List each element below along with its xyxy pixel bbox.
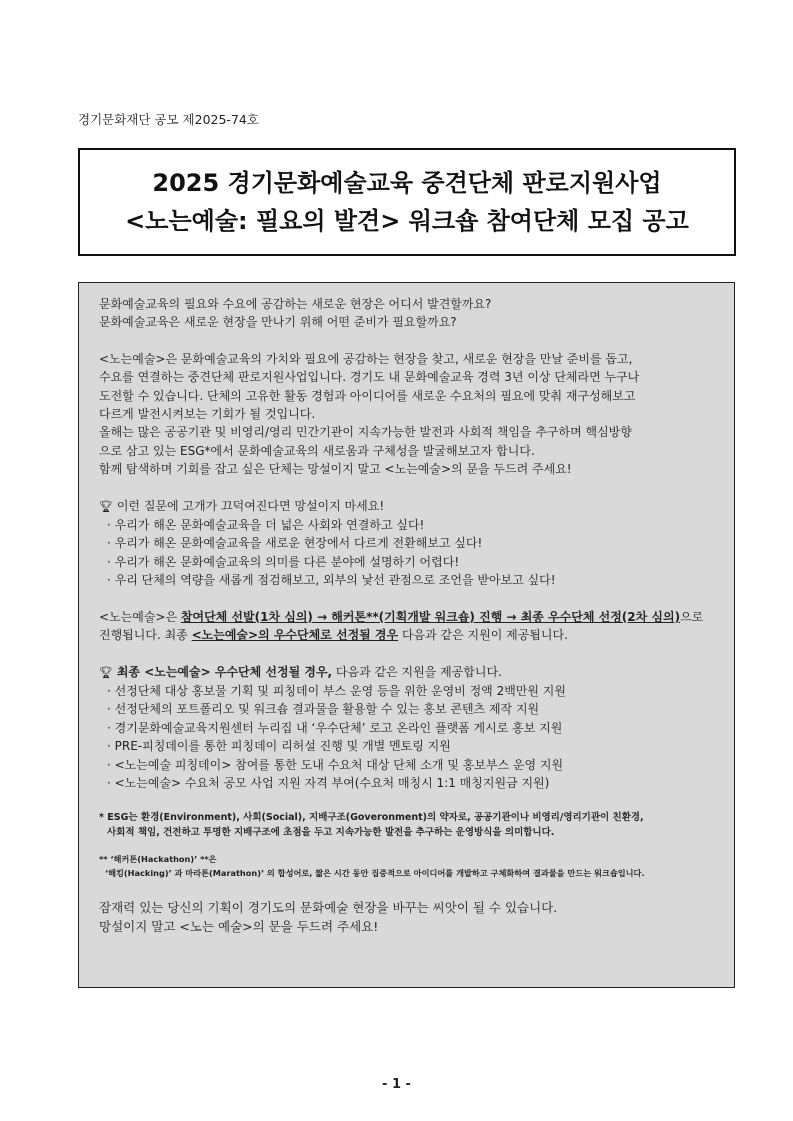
question-item: · 우리가 해온 문화예술교육을 새로운 현장에서 다르게 전환해보고 싶다!	[107, 536, 483, 551]
questions-heading-text: 이런 질문에 고개가 끄덕여진다면 망설이지 마세요!	[116, 498, 385, 513]
process-steps: 참여단체 선발(1차 심의) → 해커톤**(기획개발 워크숍) 진행 → 최종 우수단체 선정(2차 심의)	[180, 609, 681, 624]
hackathon-note-line-1: ** ‘해커톤(Hackathon)’ **은	[99, 854, 217, 865]
support-item: · 선정단체 대상 홍보물 기획 및 피칭데이 부스 운영 등을 위한 운영비 정액 2백만원 지원	[107, 683, 566, 698]
support-item: · <노는예술> 수요처 공모 사업 지원 자격 부여(수요처 매칭시 1:1 매칭지원금 지원)	[107, 775, 550, 790]
description-line: 도전할 수 있습니다. 단체의 고유한 활동 경험과 아이디어를 새로운 수요처의 필요에 맞춰 재구성해보고	[99, 388, 636, 403]
question-item: · 우리가 해온 문화예술교육의 의미를 다른 분야에 설명하기 어렵다!	[107, 554, 460, 569]
process-line-1	[99, 608, 720, 626]
support-item: · PRE-피칭데이를 통한 피칭데이 리허설 진행 및 개별 멘토링 지원	[107, 739, 451, 754]
support-heading-rest: 다음과 같은 지원을 제공합니다.	[332, 664, 502, 679]
support-item: · <노는예술 피칭데이> 참여를 통한 도내 수요처 대상 단체 소개 및 홍보부스 운영 지원	[107, 757, 564, 772]
notice-number: 경기문화재단 공모 제2025-74호	[78, 112, 259, 127]
intro-question-2: 문화예술교육은 새로운 현장을 만나기 위해 어떤 준비가 필요할까요?	[99, 315, 457, 330]
description-line: 올해는 많은 공공기관 및 비영리/영리 민간기관이 지속가능한 발전과 사회적 책임을 추구하며 핵심방향	[99, 425, 632, 440]
closing-line-1: 잠재력 있는 당신의 기획이 경기도의 문화예술 현장을 바꾸는 씨앗이 될 수 있습니다.	[99, 900, 558, 916]
trophy-icon: 🏆︎	[99, 665, 113, 679]
process-line2-suffix: 다음과 같은 지원이 제공됩니다.	[398, 628, 568, 643]
description-line: 다르게 발전시켜보는 기회가 될 것입니다.	[99, 407, 316, 422]
description-line: 으로 삼고 있는 ESG*에서 문화예술교육의 새로움과 구체성을 발굴해보고자 합니다.	[99, 443, 535, 458]
process-line-2	[99, 626, 720, 644]
process-prefix: <노는예술>은	[99, 609, 181, 624]
page-number: - 1 -	[382, 1077, 411, 1092]
process-line2-prefix: 진행됩니다. 최종	[99, 628, 192, 643]
title-box	[78, 148, 736, 256]
support-item: · 선정단체의 포트폴리오 및 워크숍 결과물을 활용할 수 있는 홍보 콘텐츠 제작 지원	[107, 702, 540, 717]
trophy-icon: 🏆︎	[99, 499, 113, 513]
question-item: · 우리 단체의 역량을 새롭게 점검해보고, 외부의 낯선 관점으로 조언을 받아보고 싶다!	[107, 573, 556, 588]
announcement-body	[78, 282, 735, 988]
description-line: 수요를 연결하는 중견단체 판로지원사업입니다. 경기도 내 문화예술교육 경력 3년 이상 단체라면 누구나	[99, 370, 640, 385]
intro-question-1: 문화예술교육의 필요와 수요에 공감하는 새로운 현장은 어디서 발견할까요?	[99, 297, 492, 311]
support-heading	[99, 663, 720, 682]
process-suffix: 으로	[680, 609, 704, 624]
questions-heading	[99, 497, 720, 516]
support-heading-bold: 최종 <노는예술> 우수단체 선정될 경우,	[116, 664, 333, 679]
closing-line-2: 망설이지 말고 <노는 예술>의 문을 두드려 주세요!	[99, 919, 379, 935]
esg-note-line-2: 사회적 책임, 건전하고 투명한 지배구조에 초점을 두고 지속가능한 발전을 추구하는 운영방식을 의미합니다.	[107, 827, 555, 839]
hackathon-note-line-2: ‘해킹(Hacking)’ 과 마라톤(Marathon)’ 의 합성어로, 짧은 시간 동안 집중적으로 아이디어를 개발하고 구체화하여 결과물을 만드는 워크숍입니다.	[105, 868, 645, 879]
description-line: <노는예술>은 문화예술교육의 가치와 필요에 공감하는 현장을 찾고, 새로운 현장을 만날 준비를 돕고,	[99, 351, 633, 366]
support-item: · 경기문화예술교육지원센터 누리집 내 ‘우수단체’ 로고 온라인 플랫폼 게시로 홍보 지원	[107, 720, 563, 735]
title-line-1: 2025 경기문화예술교육 중견단체 판로지원사업	[152, 169, 662, 197]
question-item: · 우리가 해온 문화예술교육을 더 넓은 사회와 연결하고 싶다!	[107, 518, 425, 533]
description-line: 함께 탐색하며 기회를 잡고 싶은 단체는 망설이지 말고 <노는예술>의 문을 두드려 주세요!	[99, 462, 572, 477]
process-line2-underline: <노는예술>의 우수단체로 선정될 경우	[191, 628, 399, 643]
title-line-2: <노는예술: 필요의 발견> 워크숍 참여단체 모집 공고	[125, 207, 689, 235]
esg-note-line-1: * ESG는 환경(Environment), 사회(Social), 지배구조(Goveronment)의 약자로, 공공기관이나 비영리/영리기관이 친환경,	[99, 812, 644, 824]
